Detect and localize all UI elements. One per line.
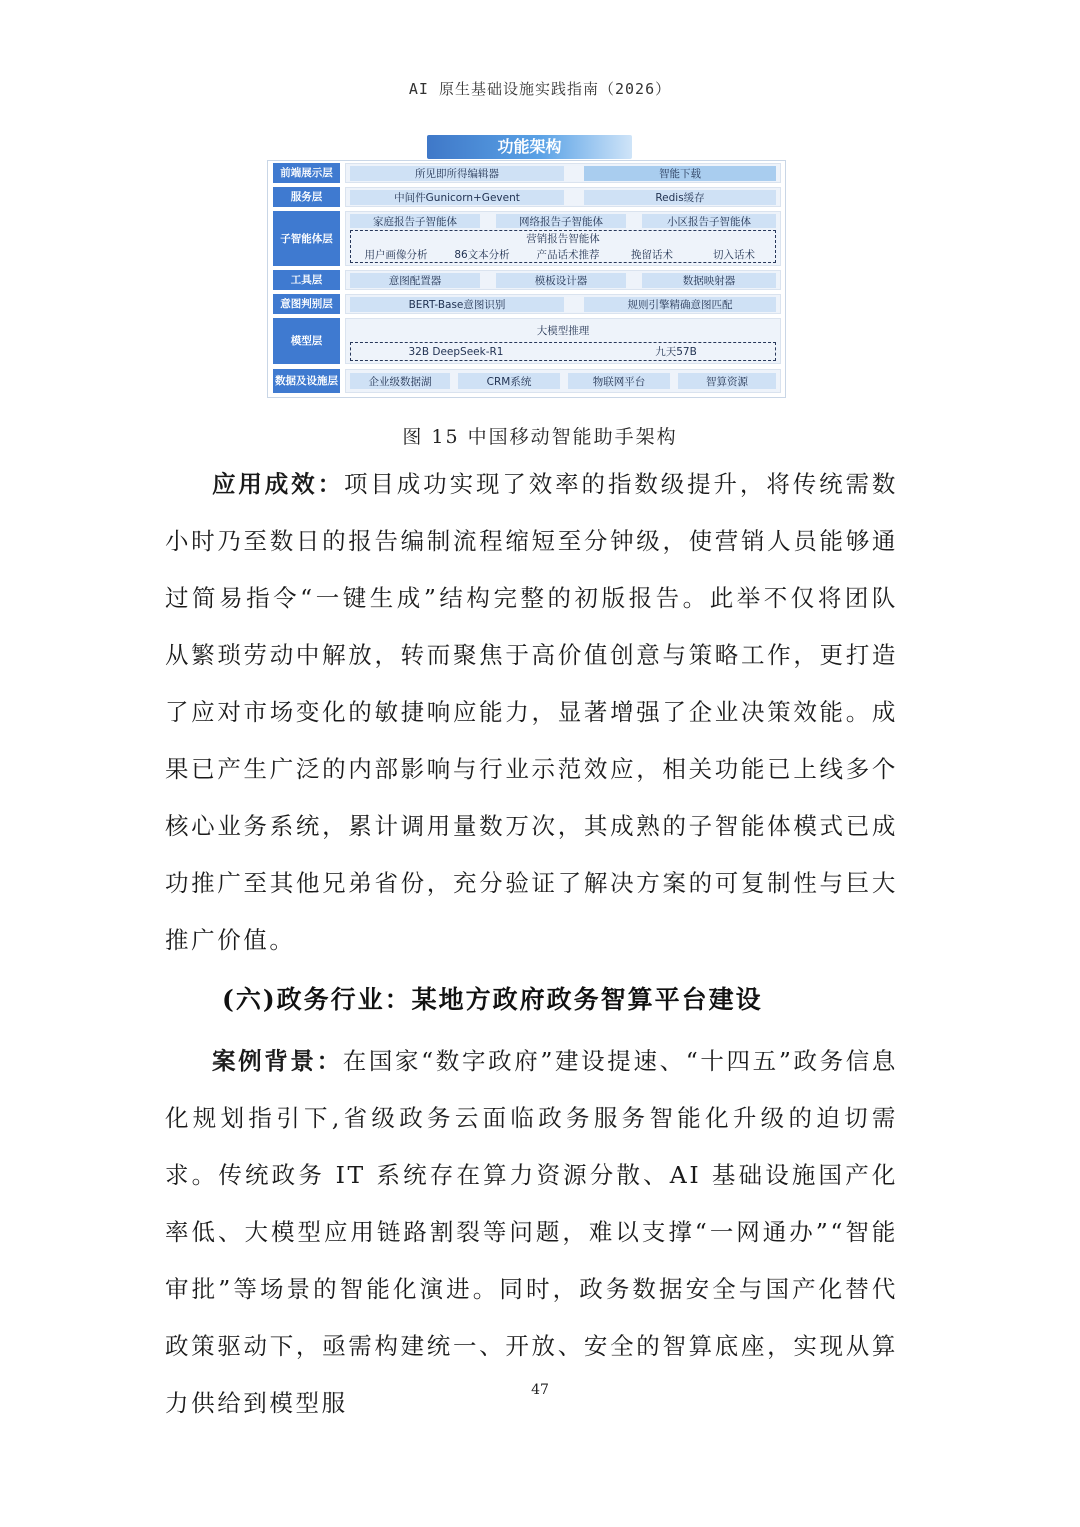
component-llm-inference: 大模型推理	[536, 324, 590, 337]
running-header: AI 原生基础设施实践指南（2026）	[408, 80, 672, 98]
paragraph-results	[165, 456, 898, 969]
layer-panel-frontend	[345, 163, 781, 183]
paragraph-background-lead: 案例背景：	[212, 1047, 343, 1075]
component-product-script: 产品话术推荐	[536, 248, 600, 261]
component-iot-platform: 物联网平台	[568, 373, 670, 389]
component-rule-engine: 规则引擎精确意图匹配	[584, 297, 776, 312]
layer-panel-model	[345, 318, 781, 364]
component-template-designer: 模板设计器	[496, 273, 626, 288]
component-crm: CRM系统	[458, 373, 560, 389]
component-bert-intent: BERT-Base意图识别	[350, 297, 564, 312]
component-compute-resources: 智算资源	[678, 373, 776, 389]
component-data-lake: 企业级数据湖	[350, 373, 450, 389]
component-data-mapper: 数据映射器	[642, 273, 776, 288]
layer-panel-tools	[345, 270, 781, 290]
model-jiutian: 九天57B	[655, 346, 697, 358]
component-middleware: 中间件Gunicorn+Gevent	[350, 190, 564, 205]
layer-label-tools: 工具层	[273, 270, 340, 290]
layer-label-frontend: 前端展示层	[273, 163, 340, 183]
component-retention-script: 挽留话术	[631, 248, 673, 261]
layer-label-model: 模型层	[273, 318, 340, 364]
component-entry-script: 切入话术	[713, 248, 755, 261]
layer-label-service: 服务层	[273, 187, 340, 207]
component-community-report-agent: 小区报告子智能体	[642, 214, 776, 228]
component-text-analysis: 86文本分析	[454, 248, 510, 261]
architecture-diagram	[267, 160, 786, 398]
page-number: 47	[531, 1382, 549, 1398]
layer-label-intent: 意图判别层	[273, 294, 340, 314]
component-network-report-agent: 网络报告子智能体	[496, 214, 626, 228]
figure-caption: 图 15 中国移动智能助手架构	[402, 426, 678, 448]
layer-label-sub-agent: 子智能体层	[273, 211, 340, 266]
marketing-agent-group	[350, 230, 776, 263]
component-wysiwyg-editor: 所见即所得编辑器	[350, 166, 564, 181]
layer-panel-infrastructure	[345, 369, 781, 393]
component-user-profile: 用户画像分析	[364, 248, 428, 261]
marketing-agent-title: 营销报告智能体	[526, 232, 600, 245]
component-smart-download: 智能下载	[584, 166, 776, 181]
model-deepseek: 32B DeepSeek-R1	[408, 345, 504, 358]
paragraph-background	[165, 1033, 898, 1432]
component-home-report-agent: 家庭报告子智能体	[350, 214, 480, 228]
layer-panel-service	[345, 187, 781, 207]
component-intent-configurator: 意图配置器	[350, 273, 480, 288]
layer-panel-intent	[345, 294, 781, 314]
paragraph-results-lead: 应用成效：	[212, 470, 344, 498]
paragraph-background-text: 在国家“数字政府”建设提速、“十四五”政务信息化规划指引下,省级政务云面临政务服务智能化升级的迫切需求。传统政务 IT 系统存在算力资源分散、AI 基础设施国产化率低、大模型应用链路割裂等问题，难以支撑“一网通办”“智能审批”等场景的智能化演进。同时，政务数据安全与国产化替代政策驱动下，亟需构建统一、开放、安全的智算底座，实现从算力供给到模型服	[165, 1047, 899, 1417]
layer-label-infrastructure: 数据及设施层	[273, 369, 340, 393]
layer-panel-sub-agent	[345, 211, 781, 266]
architecture-figure	[267, 132, 786, 398]
section-heading: (六)政务行业：某地方政府政务智算平台建设	[222, 985, 763, 1014]
figure-banner: 功能架构	[427, 135, 632, 159]
component-redis-cache: Redis缓存	[584, 190, 776, 205]
model-group	[350, 342, 776, 361]
paragraph-results-text: 项目成功实现了效率的指数级提升，将传统需数小时乃至数日的报告编制流程缩短至分钟级，使营销人员能够通过简易指令“一键生成”结构完整的初版报告。此举不仅将团队从繁琐劳动中解放，转而聚焦于高价值创意与策略工作，更打造了应对市场变化的敏捷响应能力，显著增强了企业决策效能。成果已产生广泛的内部影响与行业示范效应，相关功能已上线多个核心业务系统，累计调用量数万次，其成熟的子智能体模式已成功推广至其他兄弟省份，充分验证了解决方案的可复制性与巨大推广价值。	[165, 470, 898, 954]
